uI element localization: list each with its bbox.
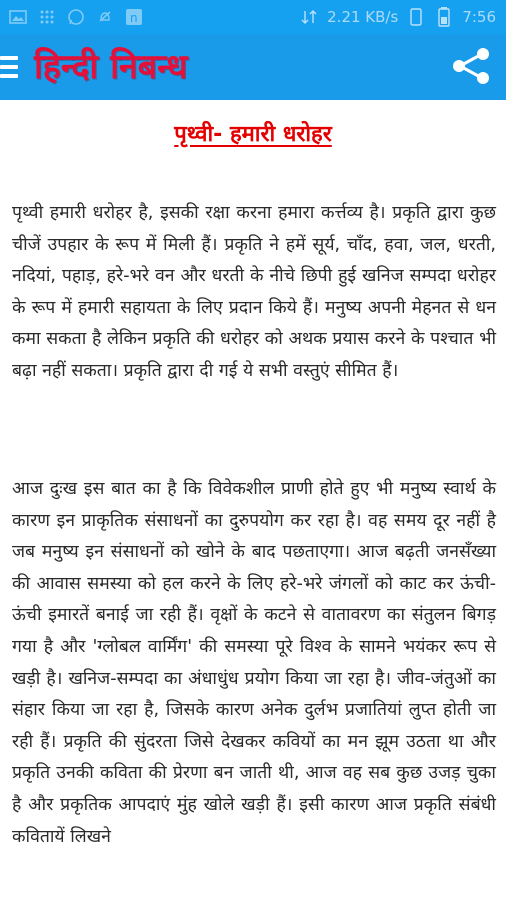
article-paragraph-2: आज दुःख इस बात का है कि विवेकशील प्राणी होते हुए भी मनुष्य स्वार्थ के कारण इन प्राकृतिक संसाधनों का दुरुपयोग कर रहा है। वह समय दूर नहीं है जब मनुष्य इन संसाधनों को खोने के बाद पछताएगा। आज बढ़ती जनसँख्या की आवास समस्या को हल करने के लिए हरे-भरे जंगलों को काट कर ऊंची-ऊंची इमारतें बनाई जा रही हैं। वृक्षों के कटने से वातावरण का संतुलन बिगड़ गया है और 'ग्लोबल वार्मिंग' की समस्या पूरे विश्व के सामने भयंकर रूप से खड़ी है। खनिज-सम्पदा का अंधाधुंध प्रयोग किया जा रहा है। जीव-जंतुओं का संहार किया जा रहा है, जिसके कारण अनेक दुर्लभ प्रजातियां लुप्त होती जा रही हैं। प्रकृति की सुंदरता जिसे देखकर कवियों का मन झूम उठता था और प्रकृति उनकी कविता की प्रेरणा बन जाती थी, आज वह सब कुछ उजड़ चुका है और प्रकृतिक आपदाएं मुंह खोले खड़ी हैं। इसी कारण आज प्रकृति संबंधी कवितायें लिखने [12, 479, 496, 847]
status-bar-notifications [8, 0, 144, 34]
status-bar [0, 0, 506, 34]
svg-text:n: n [130, 11, 138, 25]
article-content[interactable] [0, 100, 506, 900]
status-time: 7:56 [462, 8, 496, 26]
mute-icon [95, 8, 115, 26]
image-icon [8, 8, 28, 26]
article-paragraph-1: पृथ्वी हमारी धरोहर है, इसकी रक्षा करना हमारा कर्त्तव्य है। प्रकृति द्वारा कुछ चीजें उपहार के रूप में मिली हैं। प्रकृति ने हमें सूर्य, चाँद, हवा, जल, धरती, नदियां, पहाड़, हरे-भरे वन और धरती के नीचे छिपी हुई खनिज सम्पदा धरोहर के रूप में हमारी सहायता के लिए प्रदान किये हैं। मनुष्य अपनी मेहनत से धन कमा सकता है लेकिन प्रकृति की धरोहर को अथक प्रयास करने के पश्चात भी बढ़ा नहीं सकता। प्रकृति द्वारा दी गई ये सभी वस्तुएं सीमित हैं। [12, 203, 496, 381]
app-title: हिन्दी निबन्ध [34, 47, 188, 87]
data-icon [299, 8, 319, 26]
phone-signal-icon [406, 8, 426, 26]
status-bar-system [299, 0, 496, 34]
battery-icon [434, 8, 454, 26]
app-bar [0, 34, 506, 100]
hamburger-menu-icon[interactable] [0, 50, 22, 84]
article-title: पृथ्वी- हमारी धरोहर [174, 122, 332, 147]
share-icon[interactable] [448, 43, 494, 89]
network-speed: 2.21 KB/s [327, 8, 399, 26]
whatsapp-icon [66, 8, 86, 26]
dotted-icon [37, 8, 57, 26]
notification-n-icon [124, 8, 144, 26]
